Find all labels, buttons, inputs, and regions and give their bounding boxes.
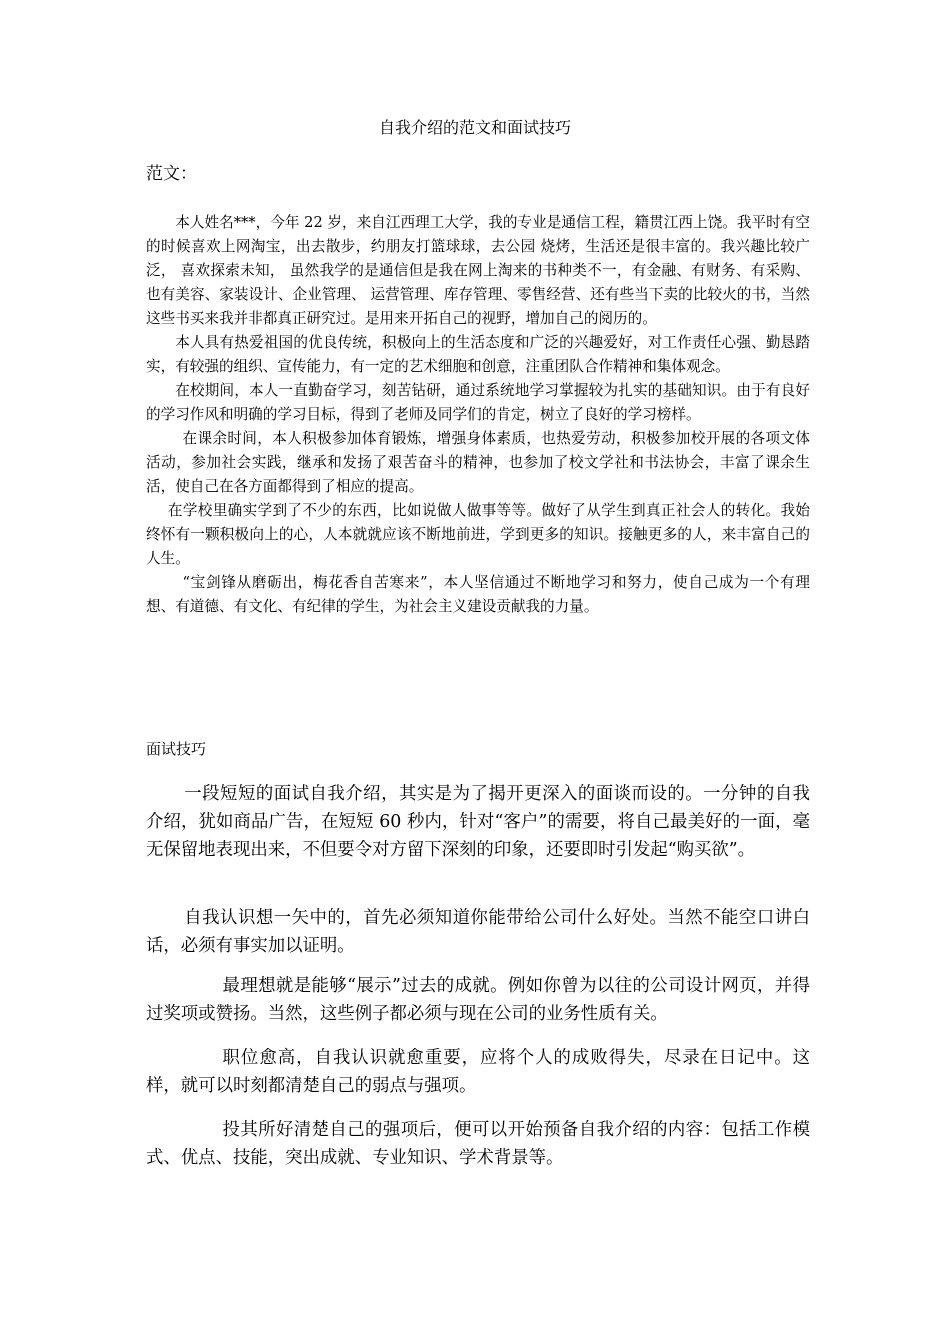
sample-paragraph: 在校期间，本人一直勤奋学习，刻苦钻研，通过系统地学习掌握较为扎实的基础知识。由于有良好的学习作风和明确的学习目标，得到了老师及同学们的肯定，树立了良好的学习榜样。 (146, 382, 810, 423)
sample-paragraph: “宝剑锋从磨砺出，梅花香自苦寒来”，本人坚信通过不断地学习和努力，使自己成为一个有理想、有道德、有文化、有纪律的学生，为社会主义建设贡献我的力量。 (146, 574, 810, 615)
sample-paragraph: 本人姓名***，今年 22 岁，来自江西理工大学，我的专业是通信工程，籍贯江西上饶。我平时有空的时候喜欢上网淘宝，出去散步，约朋友打篮球球，去公园 烧烤，生活还是很丰富的。我兴趣比较广泛， 喜欢探索未知， 虽然我学的是通信但是我在网上淘来的书种类不一，有金融、有财务、有采购、也有美容、家装设计、企业管理、 运营管理、库存管理、零售经营、还有些当下卖的比较火的书，当然 这些书买来我并非都真正研究过。是用来开拓自己的视野，增加自己的阅历的。 (146, 214, 810, 327)
sample-paragraph: 本人具有热爱祖国的优良传统，积极向上的生活态度和广泛的兴趣爱好，对工作责任心强、勤恳踏实，有较强的组织、宣传能力，有一定的艺术细胞和创意，注重团队合作精神和集体观念。 (146, 334, 810, 375)
sample-paragraph: 在课余时间，本人积极参加体育锻炼，增强身体素质，也热爱劳动，积极参加校开展的各项文体活动，参加社会实践，继承和发扬了艰苦奋斗的精神，也参加了校文学社和书法协会，丰富了课余生活，使自己在各方面都得到了相应的提高。 (146, 430, 810, 495)
tip-paragraph: 投其所好清楚自己的强项后，便可以开始预备自我介绍的内容：包括工作模式、优点、技能，突出成就、专业知识、学术背景等。 (146, 1120, 810, 1168)
sample-paragraph: 在学校里确实学到了不少的东西，比如说做人做事等等。做好了从学生到真正社会人的转化。我始终怀有一颗积极向上的心，人本就就应该不断地前进，学到更多的知识。接触更多的人，来丰富自己的人生。 (146, 502, 810, 567)
sample-heading: 范文： (146, 164, 197, 184)
tip-paragraph: 一段短短的面试自我介绍，其实是为了揭开更深入的面谈而设的。一分钟的自我介绍，犹如商品广告，在短短 60 秒内，针对“客户”的需要，将自己最美好的一面，毫无保留地表现出来，不但要令对方留下深刻的印象，还要即时引发起“购买欲”。 (146, 784, 810, 860)
sample-essay (146, 211, 810, 619)
tip-paragraph: 最理想就是能够“展示”过去的成就。例如你曾为以往的公司设计网页，并得过奖项或赞扬。当然，这些例子都必须与现在公司的业务性质有关。 (146, 976, 810, 1024)
tip-paragraph: 自我认识想一矢中的，首先必须知道你能带给公司什么好处。当然不能空口讲白话，必须有事实加以证明。 (146, 908, 810, 956)
document-title: 自我介绍的范文和面试技巧 (378, 118, 571, 137)
tip-paragraph: 职位愈高，自我认识就愈重要，应将个人的成败得失，尽录在日记中。这样，就可以时刻都清楚自己的弱点与强项。 (146, 1048, 810, 1096)
tips-heading: 面试技巧 (146, 740, 207, 758)
